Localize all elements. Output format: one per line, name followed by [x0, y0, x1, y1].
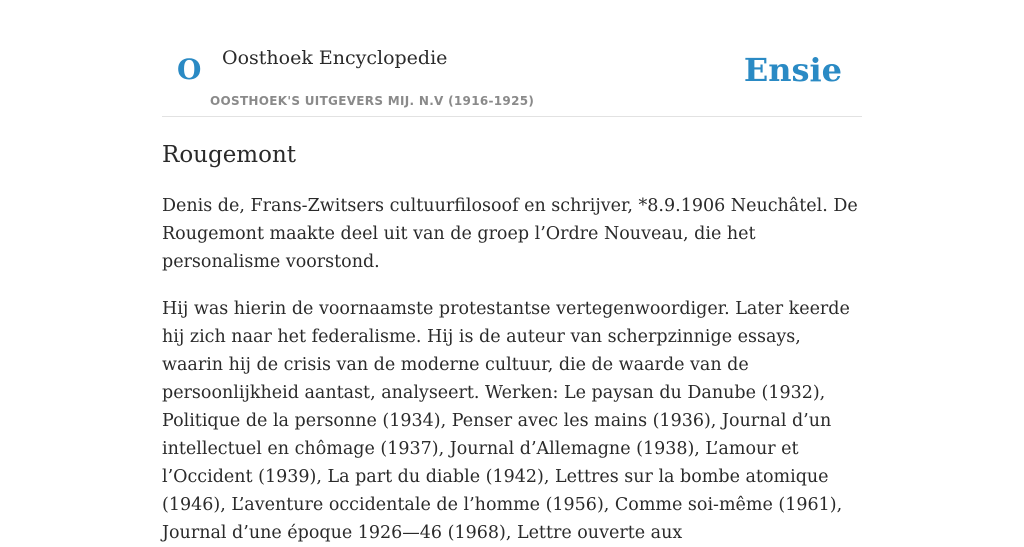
page-header [162, 0, 862, 117]
ensie-logo-link[interactable]: Ensie [743, 51, 842, 89]
source-logo-icon: O [177, 53, 202, 86]
article-content [162, 138, 862, 547]
article-paragraph: Hij was hierin de voornaamste protestantse vertegenwoordiger. Later keerde hij zich naar het federalisme. Hij is de auteur van scherpzinnige essays, waarin hij de crisis van de moderne cultuur, die de waarde van de persoonlijkheid aantast, analyseert. Werken: Le paysan du Danube (1932), Politique de la personne (1934), Penser avec les mains (1936), Journal d’un intellectuel en chômage (1937), Journal d’Allemagne (1938), L’amour et l’Occident (1939), La part du diable (1942), Lettres sur la bombe atomique (1946), L’aventure occidentale de l’homme (1956), Comme soi-même (1961), Journal d’une époque 1926—46 (1968), Lettre ouverte aux [162, 299, 850, 543]
source-subtitle: OOSTHOEK'S UITGEVERS MIJ. N.V (1916-1925) [210, 94, 535, 108]
article-paragraph: Denis de, Frans-Zwitsers cultuurfilosoof en schrijver, *8.9.1906 Neuchâtel. De Rougemont maakte deel uit van de groep l’Ordre Nouveau, die het personalisme voorstond. [162, 196, 858, 272]
article-title: Rougemont [162, 142, 297, 168]
source-title[interactable]: Oosthoek Encyclopedie [222, 47, 448, 69]
